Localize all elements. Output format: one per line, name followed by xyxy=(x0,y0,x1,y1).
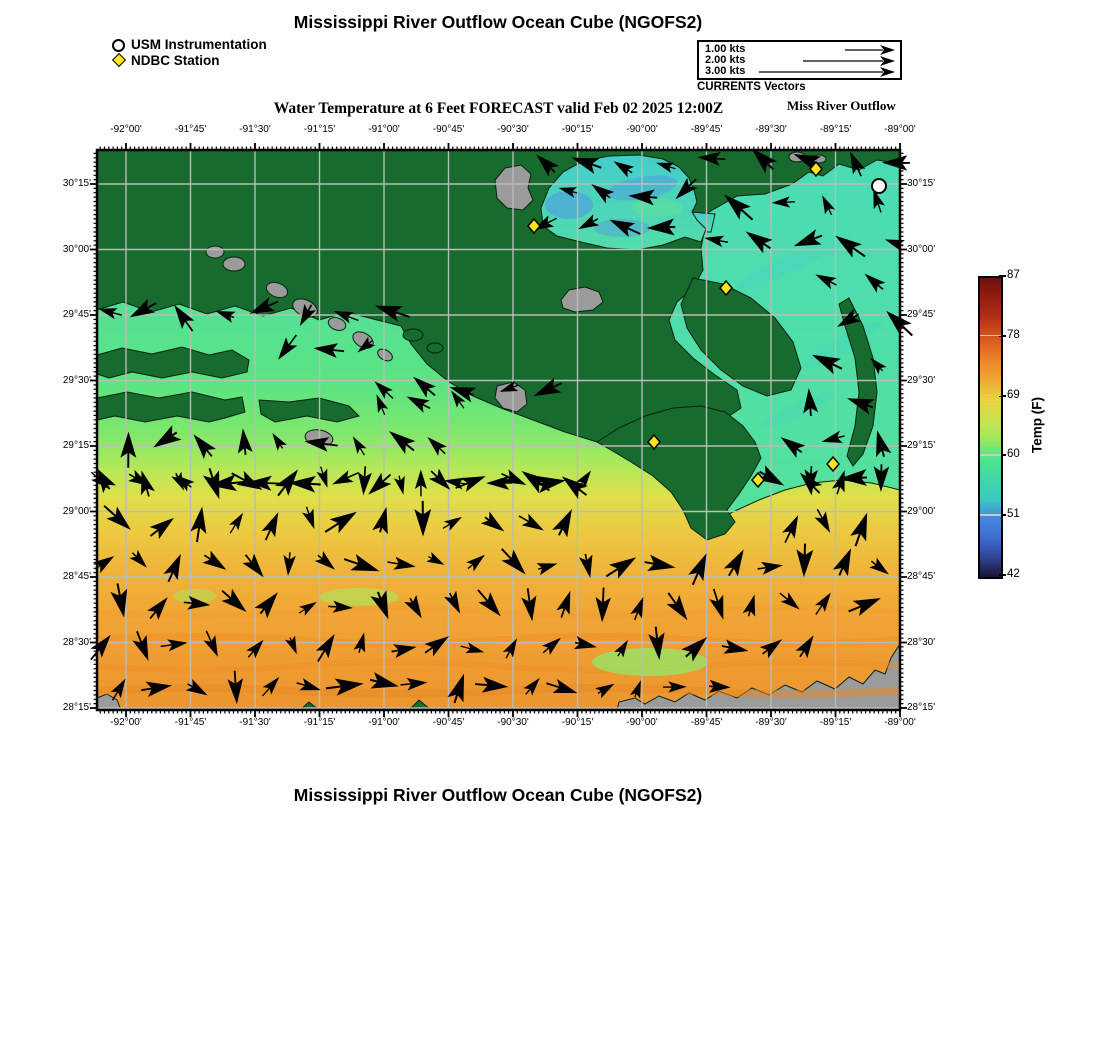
lon-tick-label: -89°15' xyxy=(819,124,852,135)
colorbar-tick-label: 60 xyxy=(1007,448,1020,461)
forecast-subtitle: Water Temperature at 6 Feet FORECAST valid Feb 02 2025 12:00Z xyxy=(273,100,724,117)
lon-tick-label: -89°30' xyxy=(755,124,787,135)
lat-tick-label: 28°45' xyxy=(907,571,936,582)
lon-tick-label: -90°30' xyxy=(497,124,529,135)
lon-tick-label: -90°45' xyxy=(432,717,465,728)
figure-title-top: Mississippi River Outflow Ocean Cube (NGOFS2) xyxy=(293,12,703,32)
colorbar-tick-label: 42 xyxy=(1007,568,1020,580)
lat-tick-label: 30°15' xyxy=(62,178,91,189)
lon-tick-label: -89°00' xyxy=(884,717,916,728)
lon-tick-label: -91°30' xyxy=(239,717,271,728)
map-area xyxy=(97,150,900,710)
lat-tick-label: 30°00' xyxy=(62,243,91,255)
usm-circle-icon xyxy=(112,39,125,52)
ndbc-legend-label: NDBC Station xyxy=(131,53,220,68)
temperature-colorbar xyxy=(978,276,1003,579)
lat-tick-label: 29°15' xyxy=(907,440,936,451)
lon-tick-label: -91°00' xyxy=(368,717,400,728)
lon-tick-label: -89°45' xyxy=(690,124,723,135)
lat-tick-label: 29°15' xyxy=(62,440,91,451)
colorbar-gridline xyxy=(980,514,1001,516)
currents-caption: CURRENTS Vectors xyxy=(697,81,806,93)
lat-tick-label: 29°45' xyxy=(907,309,936,320)
vector-legend-entry: 3.00 kts xyxy=(705,65,746,77)
colorbar-tick-label: 87 xyxy=(1007,269,1020,281)
usm-legend-label: USM Instrumentation xyxy=(131,37,267,52)
lon-tick-label: -89°00' xyxy=(884,124,916,135)
lon-tick-label: -91°15' xyxy=(303,124,336,135)
map-svg xyxy=(97,150,900,710)
lon-tick-label: -91°15' xyxy=(303,717,336,728)
lat-tick-label: 28°15' xyxy=(907,702,936,713)
vector-legend-arrows xyxy=(699,42,900,78)
lat-tick-label: 28°15' xyxy=(62,702,91,713)
currents-vector-legend xyxy=(697,40,902,80)
figure-title-bottom: Mississippi River Outflow Ocean Cube (NGOFS2) xyxy=(293,785,703,805)
usm-station-marker xyxy=(872,179,886,193)
lat-tick-label: 29°00' xyxy=(62,505,91,517)
colorbar-tick-mark xyxy=(999,574,1006,576)
colorbar-tick-label: 78 xyxy=(1007,328,1020,341)
lat-tick-label: 30°00' xyxy=(907,243,936,255)
lon-tick-label: -90°30' xyxy=(497,717,529,728)
lat-tick-label: 29°00' xyxy=(907,505,936,517)
lon-tick-label: -92°00' xyxy=(110,717,142,728)
barrier-strip-west-a xyxy=(97,347,249,378)
lon-tick-label: -90°00' xyxy=(626,124,658,135)
lon-tick-label: -89°15' xyxy=(819,717,852,728)
colorbar-tick-label: 69 xyxy=(1007,388,1020,401)
lat-tick-label: 28°30' xyxy=(62,636,91,648)
lon-tick-label: -89°45' xyxy=(690,717,723,728)
colorbar-gridline xyxy=(980,454,1001,456)
lon-tick-label: -91°45' xyxy=(174,124,207,135)
colorbar-tick-mark xyxy=(999,275,1006,277)
lon-tick-label: -91°45' xyxy=(174,717,207,728)
lon-tick-label: -90°15' xyxy=(561,124,594,135)
miss-river-outflow-label: Miss River Outflow xyxy=(787,98,896,113)
colorbar-gridline xyxy=(980,395,1001,397)
lat-tick-label: 29°45' xyxy=(62,309,91,320)
lon-tick-label: -90°45' xyxy=(432,124,465,135)
vector-legend-entry: 2.00 kts xyxy=(705,54,746,66)
lon-tick-label: -89°30' xyxy=(755,717,787,728)
ndbc-diamond-icon xyxy=(112,53,126,67)
coastal-islet xyxy=(427,343,443,353)
colorbar-gridline xyxy=(980,335,1001,337)
coastal-islet xyxy=(403,329,423,341)
lat-tick-label: 28°45' xyxy=(62,571,91,582)
vector-legend-entry: 1.00 kts xyxy=(705,43,746,55)
lat-tick-label: 29°30' xyxy=(62,374,91,386)
lat-tick-label: 29°30' xyxy=(907,374,936,386)
lat-tick-label: 28°30' xyxy=(907,636,936,648)
lon-tick-label: -91°30' xyxy=(239,124,271,135)
colorbar-tick-label: 51 xyxy=(1007,508,1020,521)
lat-tick-label: 30°15' xyxy=(907,178,936,189)
lon-tick-label: -90°00' xyxy=(626,717,658,728)
lon-tick-label: -92°00' xyxy=(110,124,142,135)
lon-tick-label: -91°00' xyxy=(368,124,400,135)
colorbar-axis-label: Temp (F) xyxy=(1029,397,1045,453)
lon-tick-label: -90°15' xyxy=(561,717,594,728)
